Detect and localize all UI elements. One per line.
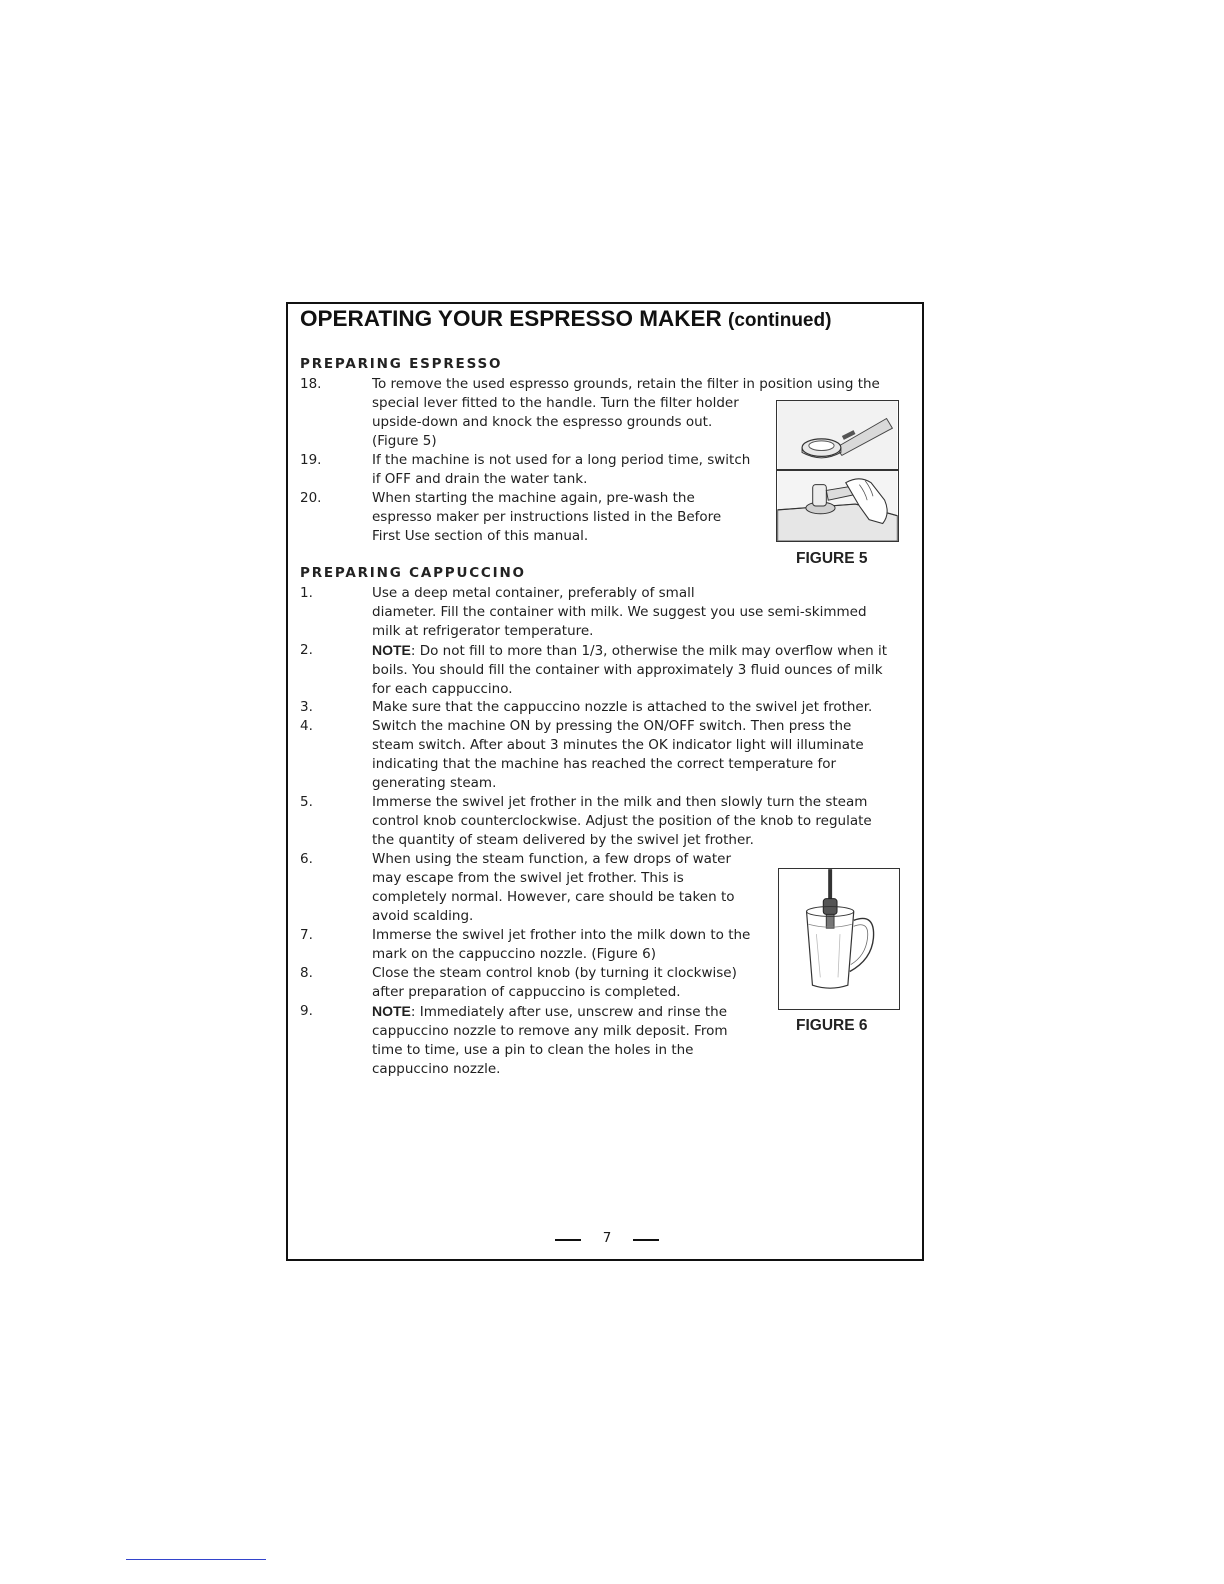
step-text-line: milk at refrigerator temperature.: [372, 623, 594, 639]
step-text-line: for each cappuccino.: [372, 681, 513, 697]
section-heading-espresso: PREPARING ESPRESSO: [300, 356, 503, 372]
page-number: 7: [602, 1230, 612, 1246]
step-text-line: upside-down and knock the espresso grounds out.: [372, 414, 713, 430]
step-text-line: may escape from the swivel jet frother. This is: [372, 870, 684, 886]
step-text-line: (Figure 5): [372, 433, 437, 449]
step-text-line: cappuccino nozzle to remove any milk deposit. From: [372, 1023, 728, 1039]
cappuccino-step-9: [300, 1002, 728, 1079]
figure-6-panel: [778, 868, 900, 1010]
cappuccino-step-2: [300, 641, 887, 699]
step-number: 2.: [300, 642, 313, 658]
cappuccino-step-4: [300, 717, 864, 793]
step-text-line: Close the steam control knob (by turning it clockwise): [372, 965, 737, 981]
step-text-line: control knob counterclockwise. Adjust the position of the knob to regulate: [372, 813, 872, 829]
step-text-line: Immerse the swivel jet frother in the milk and then slowly turn the steam: [372, 794, 868, 810]
step-text-line: espresso maker per instructions listed in the Before: [372, 509, 722, 525]
step-text-line: When using the steam function, a few drops of water: [372, 851, 732, 867]
step-text-line: steam switch. After about 3 minutes the OK indicator light will illuminate: [372, 737, 864, 753]
step-text-line: boils. You should fill the container with approximately 3 fluid ounces of milk: [372, 662, 883, 678]
step-text-line: Make sure that the cappuccino nozzle is attached to the swivel jet frother.: [372, 699, 873, 715]
step-text-line: avoid scalding.: [372, 908, 474, 924]
figure-5-top-panel: [776, 400, 899, 470]
step-text-line: [372, 1002, 728, 1022]
step-text-line: indicating that the machine has reached the correct temperature for: [372, 756, 837, 772]
cappuccino-step-5: [300, 793, 872, 850]
step-text-line: Immerse the swivel jet frother into the milk down to the: [372, 927, 751, 943]
step-text-line: generating steam.: [372, 775, 497, 791]
figure-5-bottom-panel: [776, 470, 899, 542]
section-heading-cappuccino: PREPARING CAPPUCCINO: [300, 565, 526, 581]
step-text-line: the quantity of steam delivered by the swivel jet frother.: [372, 832, 754, 848]
step-number: 8.: [300, 965, 313, 981]
step-text-line: diameter. Fill the container with milk. We suggest you use semi-skimmed: [372, 604, 867, 620]
step-number: 4.: [300, 718, 313, 734]
milk-jug-frother-icon: [779, 869, 899, 1009]
step-text-line: completely normal. However, care should be taken to: [372, 889, 735, 905]
step-text-line: If the machine is not used for a long period time, switch: [372, 452, 751, 468]
figure-5-caption: FIGURE 5: [796, 550, 868, 567]
step-text-line: [372, 641, 887, 661]
step-number: 7.: [300, 927, 313, 943]
cappuccino-step-1: [300, 584, 867, 641]
step-number: 19.: [300, 452, 322, 468]
step-text-line: Use a deep metal container, preferably of small: [372, 585, 695, 601]
step-number: 6.: [300, 851, 313, 867]
cappuccino-step-7: [300, 926, 750, 964]
page-footer: [555, 1229, 659, 1249]
cappuccino-step-3: [300, 698, 872, 717]
filter-holder-lever-icon: [777, 401, 898, 469]
espresso-step-19: [300, 451, 750, 489]
note-label: NOTE: [372, 1003, 411, 1019]
note-label: NOTE: [372, 642, 411, 658]
note-text: : Immediately after use, unscrew and rinse the: [410, 1004, 728, 1020]
step-text-line: mark on the cappuccino nozzle. (Figure 6): [372, 946, 656, 962]
figure-6-caption: FIGURE 6: [796, 1017, 868, 1034]
page-title-suffix: (continued): [728, 310, 832, 331]
cappuccino-step-6: [300, 850, 735, 926]
note-text: : Do not fill to more than 1/3, otherwise the milk may overflow when it: [410, 643, 888, 659]
step-text-line: To remove the used espresso grounds, retain the filter in position using the: [372, 376, 880, 392]
page-title-main: OPERATING YOUR ESPRESSO MAKER: [300, 306, 722, 331]
step-text-line: Switch the machine ON by pressing the ON/OFF switch. Then press the: [372, 718, 852, 734]
step-text-line: time to time, use a pin to clean the holes in the: [372, 1042, 694, 1058]
step-text-line: after preparation of cappuccino is completed.: [372, 984, 681, 1000]
step-text-line: First Use section of this manual.: [372, 528, 589, 544]
step-text-line: special lever fitted to the handle. Turn the filter holder: [372, 395, 739, 411]
espresso-step-20: [300, 489, 721, 546]
step-number: 20.: [300, 490, 322, 506]
step-text-line: if OFF and drain the water tank.: [372, 471, 588, 487]
knock-grounds-hand-icon: [777, 471, 898, 541]
step-number: 5.: [300, 794, 313, 810]
step-number: 9.: [300, 1003, 313, 1019]
cappuccino-step-8: [300, 964, 737, 1002]
step-number: 18.: [300, 376, 322, 392]
step-number: 1.: [300, 585, 313, 601]
page-title: [300, 306, 831, 332]
step-text-line: cappuccino nozzle.: [372, 1061, 501, 1077]
step-number: 3.: [300, 699, 313, 715]
footer-dash-right: [633, 1239, 659, 1241]
bottom-rule: [126, 1559, 266, 1560]
step-text-line: When starting the machine again, pre-wash the: [372, 490, 695, 506]
